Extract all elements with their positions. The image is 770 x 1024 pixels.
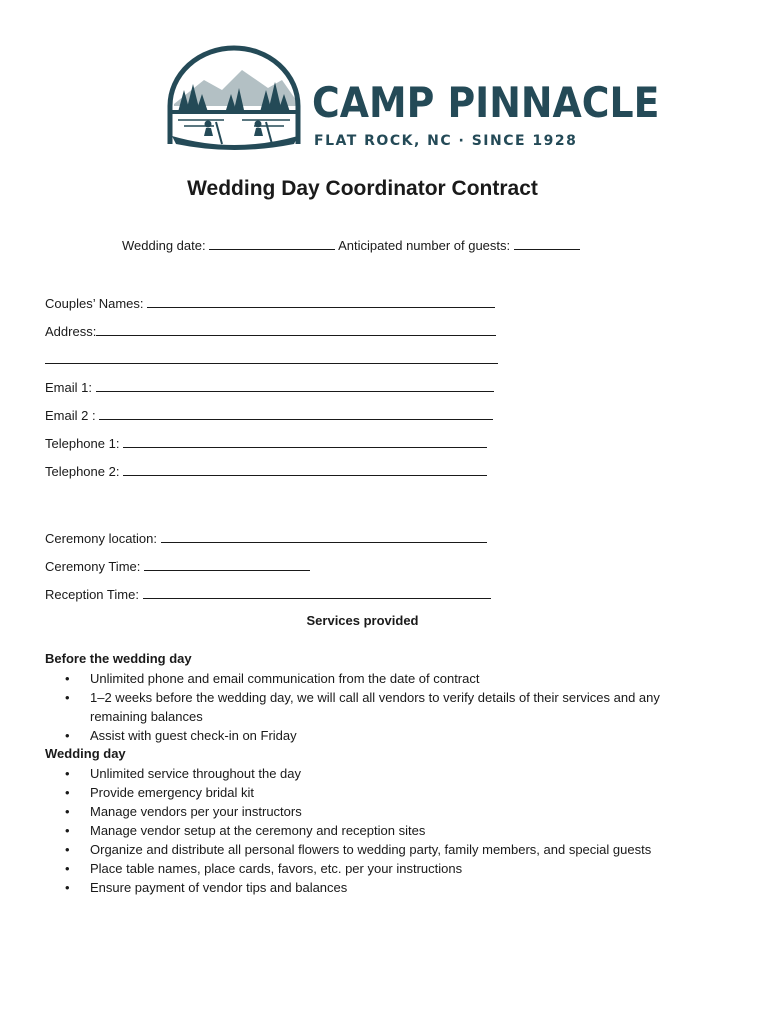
list-item: • Assist with guest check-in on Friday <box>45 726 685 745</box>
address-field[interactable] <box>96 322 496 336</box>
ceremony-location-field[interactable] <box>161 529 487 543</box>
list-item: • Ensure payment of vendor tips and balances <box>45 878 685 897</box>
address-row-2 <box>45 350 498 368</box>
telephone1-field[interactable] <box>123 434 487 448</box>
wedding-date-field[interactable] <box>209 236 335 250</box>
logo-camp-name: CAMP PINNACLE <box>312 78 660 127</box>
reception-time-field[interactable] <box>143 585 491 599</box>
couples-names-field[interactable] <box>147 294 495 308</box>
reception-time-row <box>45 585 491 603</box>
ceremony-time-row <box>45 557 310 575</box>
camp-pinnacle-logo <box>164 44 660 154</box>
list-item: • Place table names, place cards, favors, etc. per your instructions <box>45 859 685 878</box>
ceremony-location-row <box>45 529 487 547</box>
ceremony-location-label: Ceremony location: <box>45 531 157 546</box>
email1-label: Email 1: <box>45 380 92 395</box>
email2-row <box>45 406 493 424</box>
logo-location-tagline: FLAT ROCK, NC · SINCE 1928 <box>314 133 578 149</box>
telephone2-field[interactable] <box>123 462 487 476</box>
wedding-day-heading: Wedding day <box>45 746 126 761</box>
list-item: • Organize and distribute all personal flowers to wedding party, family members, and special guests <box>45 840 685 859</box>
ceremony-time-label: Ceremony Time: <box>45 559 141 574</box>
email2-field[interactable] <box>99 406 493 420</box>
telephone1-label: Telephone 1: <box>45 436 120 451</box>
services-heading: Services provided <box>306 613 419 628</box>
guests-field[interactable] <box>514 236 580 250</box>
list-item: • 1–2 weeks before the wedding day, we will call all vendors to verify details of their services and any remaining balances <box>45 688 685 726</box>
reception-time-label: Reception Time: <box>45 587 139 602</box>
list-item: • Provide emergency bridal kit <box>45 783 685 802</box>
address-row <box>45 322 496 340</box>
couples-names-row <box>45 294 495 312</box>
address-line-2-field[interactable] <box>45 350 498 364</box>
couples-names-label: Couples’ Names: <box>45 296 144 311</box>
email1-row <box>45 378 494 396</box>
before-wedding-list <box>45 669 685 745</box>
guests-label: Anticipated number of guests: <box>338 238 511 253</box>
telephone2-label: Telephone 2: <box>45 464 120 479</box>
wedding-date-label: Wedding date: <box>122 238 206 253</box>
before-wedding-heading: Before the wedding day <box>45 651 192 666</box>
wedding-day-list <box>45 764 685 897</box>
lake-canoe-emblem-icon <box>164 44 304 154</box>
list-item: • Manage vendor setup at the ceremony and reception sites <box>45 821 685 840</box>
address-label: Address: <box>45 324 97 339</box>
list-item: • Manage vendors per your instructors <box>45 802 685 821</box>
ceremony-time-field[interactable] <box>144 557 310 571</box>
email1-field[interactable] <box>96 378 494 392</box>
page-title: Wedding Day Coordinator Contract <box>187 177 538 200</box>
telephone2-row <box>45 462 487 480</box>
list-item: • Unlimited service throughout the day <box>45 764 685 783</box>
wedding-date-row <box>122 236 580 254</box>
list-item: • Unlimited phone and email communication from the date of contract <box>45 669 685 688</box>
telephone1-row <box>45 434 487 452</box>
email2-label: Email 2 : <box>45 408 96 423</box>
